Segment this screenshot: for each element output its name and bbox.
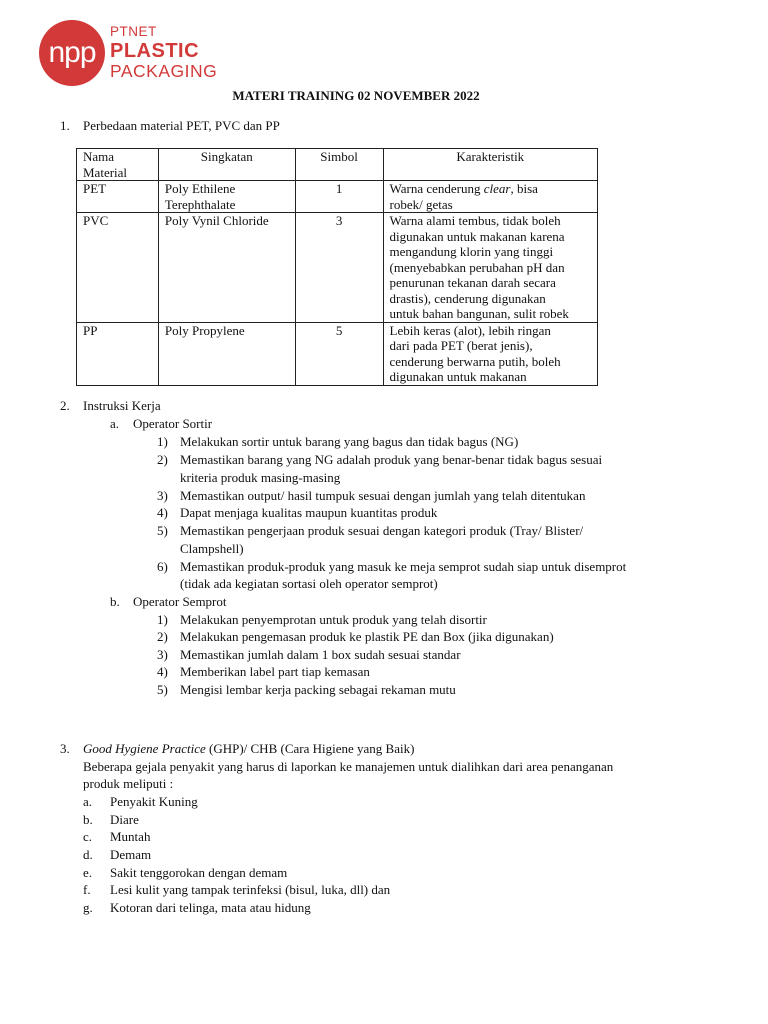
cell-line: untuk bahan bangunan, sulit robek xyxy=(389,306,569,321)
section2-heading: Instruksi Kerja xyxy=(83,398,161,413)
list-number: 1) xyxy=(157,612,168,627)
cell-line: drastis), cenderung digunakan xyxy=(389,290,546,306)
logo-text-plastic: PLASTIC xyxy=(110,40,200,62)
list-item: Penyakit Kuning xyxy=(110,794,198,809)
cell-line xyxy=(390,181,592,197)
list-item-continuation: Clampshell) xyxy=(180,541,244,556)
header-symbol: Simbol xyxy=(295,149,383,181)
cell-abbrev: Poly Propylene xyxy=(158,322,295,385)
subsection-b-heading: Operator Semprot xyxy=(133,594,227,609)
cell-line: (menyebabkan perubahan pH dan xyxy=(389,259,565,275)
list-marker: d. xyxy=(83,847,93,862)
cell-line: dari pada PET (berat jenis), xyxy=(389,338,533,353)
header-characteristics: Karakteristik xyxy=(383,149,598,181)
list-item: Dapat menjaga kualitas maupun kuantitas produk xyxy=(180,505,438,520)
list-marker: f. xyxy=(83,882,91,897)
list-marker: a. xyxy=(83,794,93,809)
cell-symbol: 1 xyxy=(295,181,383,213)
cell-characteristics xyxy=(383,213,598,323)
section3-heading-emphasis: Good Hygiene Practice xyxy=(83,741,206,756)
list-number: 3) xyxy=(157,647,168,662)
list-item: Memastikan jumlah dalam 1 box sudah sesuai standar xyxy=(180,647,461,662)
cell-line: cenderung berwarna putih, boleh xyxy=(389,353,561,369)
list-item: Kotoran dari telinga, mata atau hidung xyxy=(110,900,311,915)
cell-characteristics xyxy=(383,181,598,213)
table-row xyxy=(77,322,598,385)
list-item: Melakukan pengemasan produk ke plastik PE dan Box (jika digunakan) xyxy=(180,629,554,644)
list-number: 5) xyxy=(157,682,168,697)
table-header-row xyxy=(77,149,598,181)
list-item: Lesi kulit yang tampak terinfeksi (bisul, luka, dll) dan xyxy=(110,882,391,897)
list-item: Muntah xyxy=(110,829,151,844)
list-item-continuation: kriteria produk masing-masing xyxy=(180,470,341,485)
cell-material: PP xyxy=(77,322,159,385)
cell-line: digunakan untuk makanan xyxy=(389,369,527,384)
list-marker: g. xyxy=(83,900,93,915)
list-item: Melakukan penyemprotan untuk produk yang telah disortir xyxy=(180,612,487,627)
list-item: Mengisi lembar kerja packing sebagai rekaman mutu xyxy=(180,682,456,697)
header-material xyxy=(77,149,159,181)
cell-text: , bisa xyxy=(510,181,538,196)
section3-intro-continuation: produk meliputi : xyxy=(83,776,174,791)
list-number: 1) xyxy=(157,434,168,449)
list-number: 5) xyxy=(157,523,168,538)
logo-text-packaging: PACKAGING xyxy=(110,61,218,81)
list-marker: b. xyxy=(83,812,93,827)
cell-material: PET xyxy=(77,181,159,213)
section1-heading: Perbedaan material PET, PVC dan PP xyxy=(83,118,280,133)
list-item-continuation: (tidak ada kegiatan sortasi oleh operator semprot) xyxy=(180,576,438,591)
list-item: Melakukan sortir untuk barang yang bagus dan tidak bagus (NG) xyxy=(180,434,519,449)
logo-initials: npp xyxy=(48,36,96,69)
header-abbrev: Singkatan xyxy=(158,149,295,181)
cell-abbrev: Poly Vynil Chloride xyxy=(158,213,295,323)
list-item: Memastikan barang yang NG adalah produk yang benar-benar tidak bagus sesuai xyxy=(180,452,603,467)
cell-symbol: 5 xyxy=(295,322,383,385)
logo-text-ptnet: PTNET xyxy=(110,24,157,39)
cell-line: Terephthalate xyxy=(164,196,236,212)
section3-heading xyxy=(83,740,414,757)
cell-material: PVC xyxy=(77,213,159,323)
table-row xyxy=(77,213,598,323)
cell-symbol: 3 xyxy=(295,213,383,323)
cell-emphasis: clear xyxy=(483,181,511,196)
cell-line: penurunan tekanan darah secara xyxy=(389,275,556,290)
cell-line: digunakan untuk makanan karena xyxy=(389,228,565,244)
section2-number: 2. xyxy=(60,398,70,413)
document-title: MATERI TRAINING 02 NOVEMBER 2022 xyxy=(232,88,480,103)
cell-text: Warna cenderung xyxy=(389,181,484,196)
list-item: Memastikan produk-produk yang masuk ke meja semprot sudah siap untuk disemprot xyxy=(180,559,627,574)
section3-number: 3. xyxy=(60,741,70,756)
section3-heading-text: (GHP)/ CHB (Cara Higiene yang Baik) xyxy=(205,741,415,756)
list-item: Sakit tenggorokan dengan demam xyxy=(110,865,288,880)
material-comparison-table xyxy=(76,148,598,386)
list-number: 2) xyxy=(157,629,168,644)
subsection-a-heading: Operator Sortir xyxy=(133,416,213,431)
list-number: 3) xyxy=(157,488,168,503)
cell-line: mengandung klorin yang tinggi xyxy=(389,244,554,259)
subsection-b-marker: b. xyxy=(110,594,120,609)
cell-characteristics xyxy=(383,322,598,385)
list-item: Memastikan output/ hasil tumpuk sesuai dengan jumlah yang telah ditentukan xyxy=(180,488,586,503)
cell-abbrev xyxy=(158,181,295,213)
list-item: Demam xyxy=(110,847,152,862)
list-number: 4) xyxy=(157,664,168,679)
list-item: Memastikan pengerjaan produk sesuai dengan kategori produk (Tray/ Blister/ xyxy=(180,523,584,538)
list-marker: e. xyxy=(83,865,93,880)
cell-line: Poly Ethilene xyxy=(164,181,236,196)
list-marker: c. xyxy=(83,829,93,844)
list-number: 2) xyxy=(157,452,168,467)
section1-number: 1. xyxy=(60,118,70,133)
list-number: 4) xyxy=(157,505,168,520)
section3-intro: Beberapa gejala penyakit yang harus di laporkan ke manajemen untuk dialihkan dari area penanganan xyxy=(83,759,614,774)
cell-line: Lebih keras (alot), lebih ringan xyxy=(389,322,551,338)
cell-line: robek/ getas xyxy=(389,196,453,212)
list-item: Memberikan label part tiap kemasan xyxy=(180,664,370,679)
list-item: Diare xyxy=(110,812,139,827)
header-material-line2: Material xyxy=(83,164,128,180)
table-row xyxy=(77,181,598,213)
cell-line: Warna alami tembus, tidak boleh xyxy=(389,213,561,228)
header-material-line1: Nama xyxy=(83,149,115,164)
list-number: 6) xyxy=(157,559,168,574)
subsection-a-marker: a. xyxy=(110,416,120,431)
